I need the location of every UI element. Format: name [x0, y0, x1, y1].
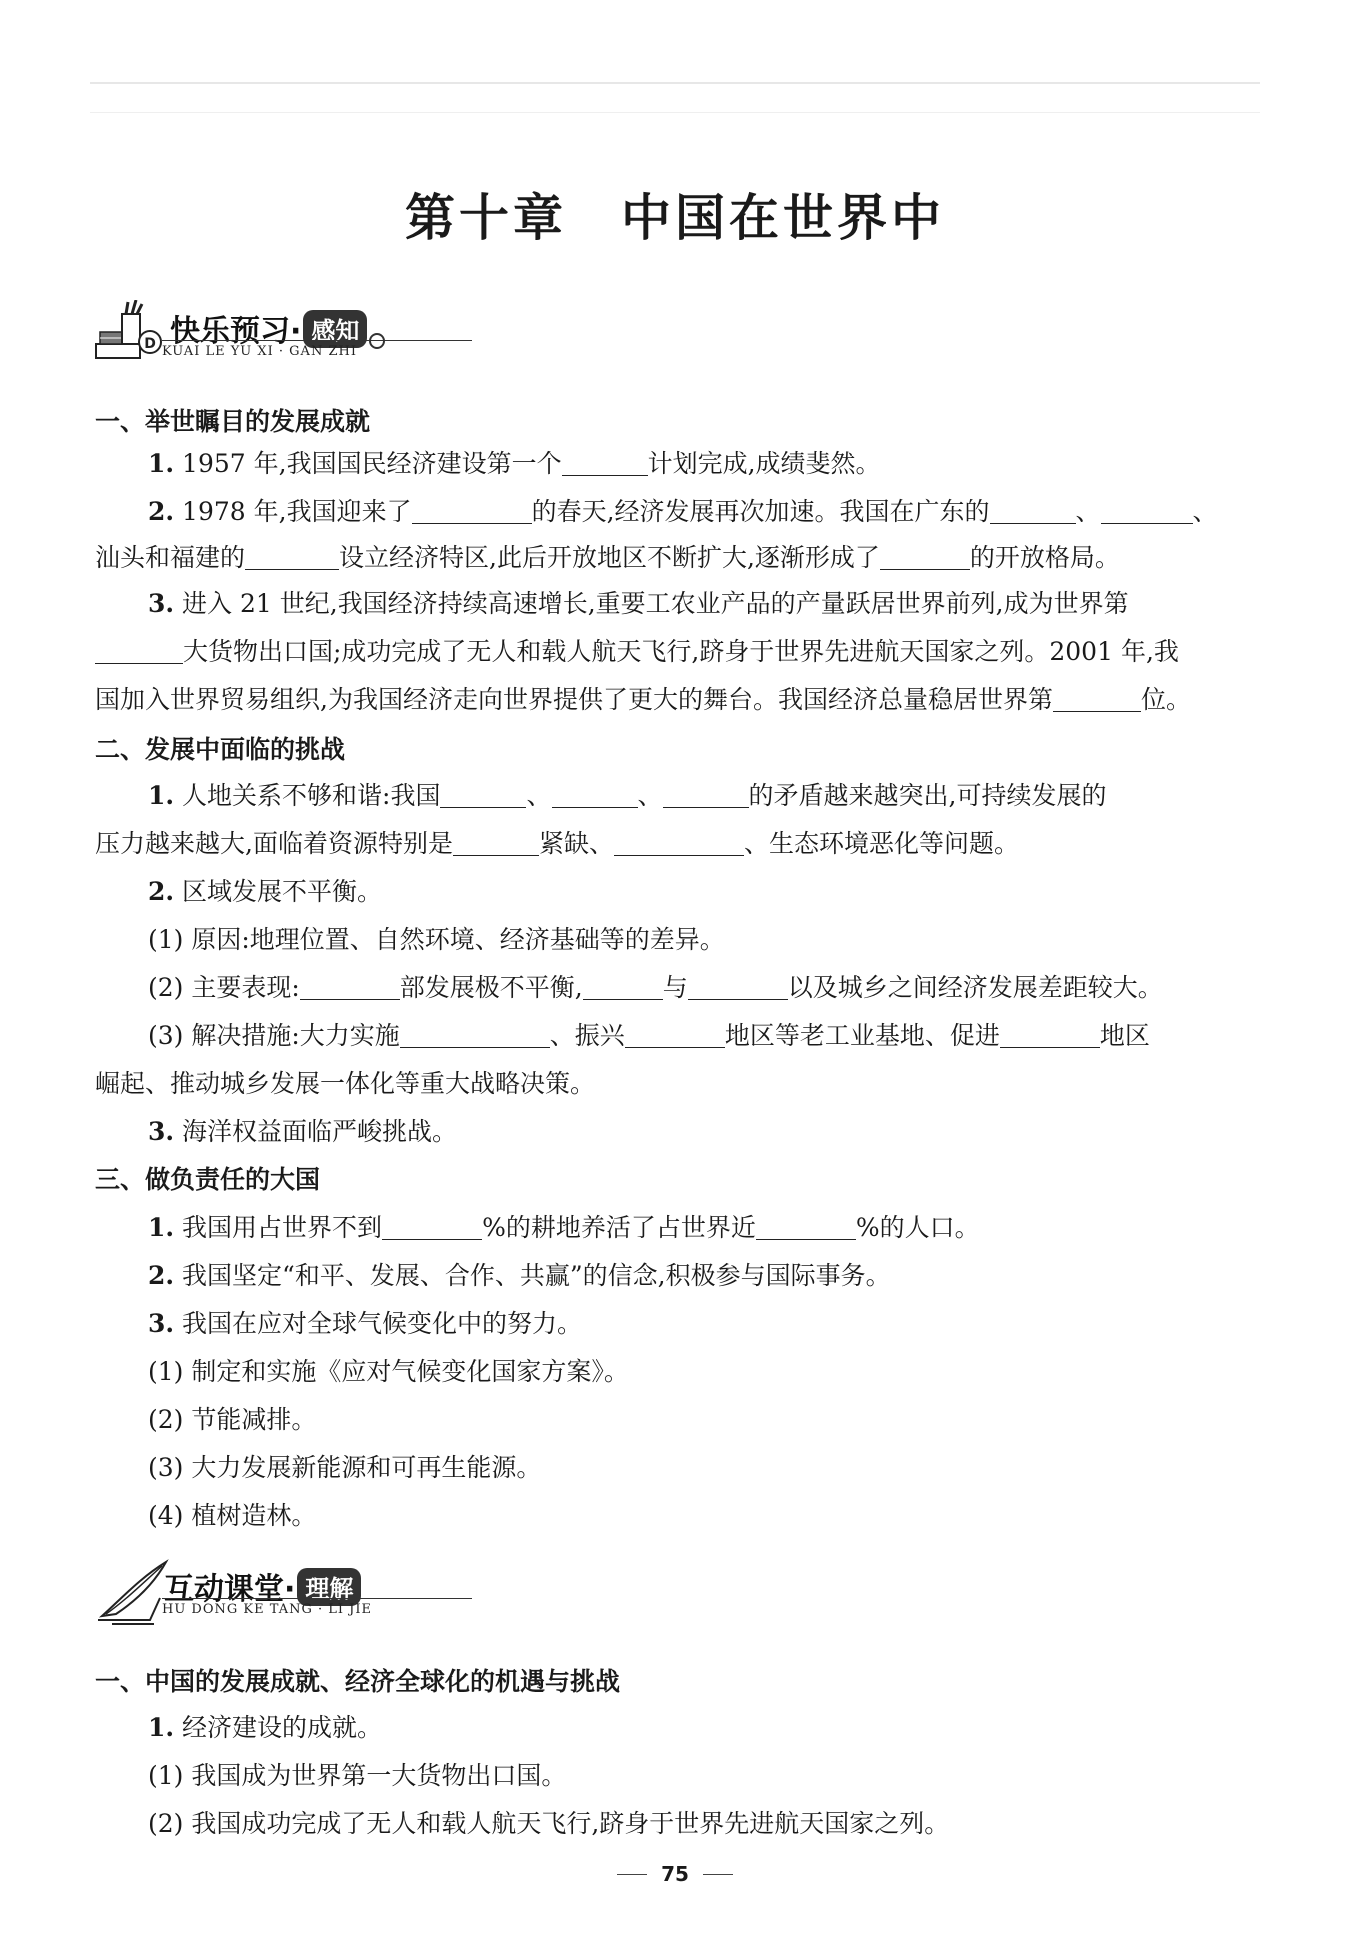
answer-blank[interactable] [552, 779, 638, 808]
text-line: 1. 我国用占世界不到 %的耕地养活了占世界近 %的人口。 [148, 1213, 980, 1242]
text-line: (2) 主要表现: 部发展极不平衡, 与 以及城乡之间经济发展差距较大。 [148, 973, 1163, 1002]
answer-blank[interactable] [756, 1211, 856, 1240]
answer-blank[interactable] [453, 827, 539, 856]
text-line: 国加入世界贸易组织,为我国经济走向世界提供了更大的舞台。我国经济总量稳居世界第 位。 [95, 685, 1191, 714]
text-line: (1) 原因:地理位置、自然环境、经济基础等的差异。 [148, 925, 725, 954]
answer-blank[interactable] [382, 1211, 482, 1240]
answer-blank[interactable] [562, 447, 648, 476]
section-badge: 理解 [297, 1568, 361, 1606]
text-line: 压力越来越大,面临着资源特别是 紧缺、 、生态环境恶化等问题。 [95, 829, 1019, 858]
header-rule [90, 82, 1260, 113]
answer-blank[interactable] [245, 541, 339, 570]
answer-blank[interactable] [880, 541, 970, 570]
page-number: 75 [0, 1862, 1350, 1886]
answer-blank[interactable] [300, 971, 400, 1000]
text-line: (2) 我国成功完成了无人和载人航天飞行,跻身于世界先进航天国家之列。 [148, 1809, 950, 1838]
answer-blank[interactable] [400, 1019, 550, 1048]
quill-pen-icon [92, 1558, 172, 1630]
answer-blank[interactable] [1101, 495, 1193, 524]
answer-blank[interactable] [440, 779, 526, 808]
text-line: (4) 植树造林。 [148, 1501, 317, 1530]
section-subtitle: KUAI LE YU XI · GAN ZHI [162, 344, 357, 359]
subheading: 一、举世瞩目的发展成就 [95, 407, 371, 436]
answer-blank[interactable] [625, 1019, 725, 1048]
text-line: (2) 节能减排。 [148, 1405, 317, 1434]
answer-blank[interactable] [412, 495, 532, 524]
section-heading-preview [92, 300, 432, 372]
section-rule [162, 1598, 472, 1599]
answer-blank[interactable] [614, 827, 744, 856]
pin-icon [369, 333, 385, 349]
text-line: 大货物出口国;成功完成了无人和载人航天飞行,跻身于世界先进航天国家之列。2001 年,我 [95, 628, 1270, 676]
text-line: (3) 大力发展新能源和可再生能源。 [148, 1453, 542, 1482]
answer-blank[interactable] [663, 779, 749, 808]
svg-text:D: D [144, 336, 156, 352]
section-heading-classroom [92, 1558, 432, 1630]
text-line: 2. 1978 年,我国迎来了 的春天,经济发展再次加速。我国在广东的 、 、 [148, 497, 1218, 526]
text-line: 2. 区域发展不平衡。 [148, 877, 383, 906]
text-line: 2. 我国坚定“和平、发展、合作、共赢”的信念,积极参与国际事务。 [148, 1261, 891, 1290]
text-line: 1. 人地关系不够和谐:我国 、 、 的矛盾越来越突出,可持续发展的 [148, 781, 1107, 810]
text-line: 1. 1957 年,我国国民经济建设第一个 计划完成,成绩斐然。 [148, 449, 881, 478]
text-line: 崛起、推动城乡发展一体化等重大战略决策。 [95, 1069, 596, 1098]
subheading: 三、做负责任的大国 [95, 1165, 321, 1194]
text-line: (1) 我国成为世界第一大货物出口国。 [148, 1761, 567, 1790]
subheading: 二、发展中面临的挑战 [95, 735, 346, 764]
answer-blank[interactable] [688, 971, 788, 1000]
text-line: (1) 制定和实施《应对气候变化国家方案》。 [148, 1357, 629, 1386]
text-line: 1. 经济建设的成就。 [148, 1713, 383, 1742]
chapter-title: 第十章 中国在世界中 [405, 188, 945, 247]
text-line: 3. 我国在应对全球气候变化中的努力。 [148, 1309, 583, 1338]
section-rule [162, 340, 472, 341]
answer-blank[interactable] [95, 635, 183, 664]
subheading: 一、中国的发展成就、经济全球化的机遇与挑战 [95, 1667, 621, 1696]
text-line: (3) 解决措施:大力实施 、振兴 地区等老工业基地、促进 地区 [148, 1021, 1150, 1050]
text-line: 3. 进入 21 世纪,我国经济持续高速增长,重要工农业产品的产量跃居世界前列,成为世界第 [148, 589, 1129, 618]
books-pencils-icon [92, 300, 172, 372]
text-line: 汕头和福建的 设立经济特区,此后开放地区不断扩大,逐渐形成了 的开放格局。 [95, 543, 1120, 572]
answer-blank[interactable] [583, 971, 663, 1000]
answer-blank[interactable] [1000, 1019, 1100, 1048]
section-label: 互动课堂· 理解 [164, 1564, 361, 1608]
answer-blank[interactable] [1053, 683, 1141, 712]
section-subtitle: HU DONG KE TANG · LI JIE [162, 1602, 372, 1617]
section-label: 快乐预习· 感知 [170, 306, 385, 350]
text-line: 3. 海洋权益面临严峻挑战。 [148, 1117, 458, 1146]
section-badge: 感知 [303, 310, 367, 348]
answer-blank[interactable] [990, 495, 1076, 524]
